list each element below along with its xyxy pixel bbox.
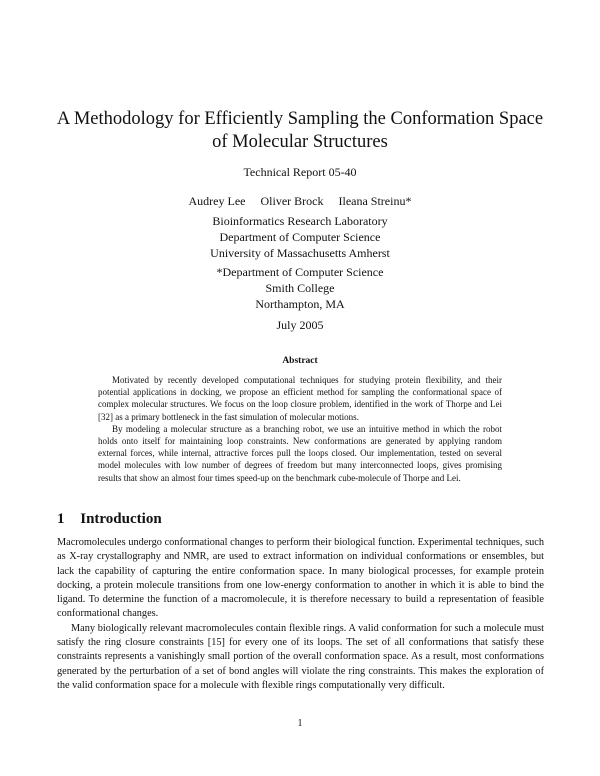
title-line-2: of Molecular Structures	[212, 132, 388, 152]
affiliation-line: Smith College	[265, 281, 335, 295]
abstract-paragraph: By modeling a molecular structure as a branching robot, we use an intuitive method in which the robot holds onto itself for maintaining loop constraints. New conformations are generated by applying random external forces, while internal, attractive forces pull the loops closed. Our implementation, tested on several model molecules with low number of degrees of freedom but many interconnected loops, gives promising results that show an almost four times speed-up on the benchmark cube-molecule of Thorpe and Lei.	[98, 423, 502, 483]
section-heading	[57, 511, 162, 528]
section-body	[57, 536, 544, 693]
abstract-body	[98, 374, 502, 484]
body-paragraph: Macromolecules undergo conformational changes to perform their biological function. Experimental techniques, such as X-ray crystallography and NMR, are used to extract information on individual conformations or ensembles, but lack the capability of capturing the entire conformation space. In many biological processes, for example protein docking, a protein molecule transitions from one low-energy conformation to another in which it is able to bind the ligand. To determine the function of a macromolecule, it is therefore necessary to build a representation of feasible conformational changes.	[57, 537, 544, 620]
author-list	[0, 193, 600, 209]
affiliation-line: Northampton, MA	[255, 297, 345, 311]
affiliation-2	[0, 264, 600, 312]
publication-date: July 2005	[276, 318, 324, 332]
report-number: Technical Report 05-40	[243, 165, 357, 179]
author: Oliver Brock	[260, 194, 324, 208]
body-paragraph: Many biologically relevant macromolecules contain flexible rings. A valid conformation for such a molecule must satisfy the ring closure constraints [15] for every one of its loops. The set of all conformations that satisfy these constraints represents a vanishingly small portion of the overall conformation space. As a result, most conformations generated by the perturbation of a set of bond angles will violate the ring constraints. This makes the exploration of the valid conformation space for a molecule with flexible rings computationally very difficult.	[57, 622, 544, 691]
author: Audrey Lee	[188, 194, 246, 208]
abstract-heading: Abstract	[282, 356, 318, 366]
author: Ileana Streinu*	[338, 194, 412, 208]
affiliation-line: University of Massachusetts Amherst	[210, 246, 390, 260]
title-line-1: A Methodology for Efficiently Sampling the Conformation Space	[56, 109, 544, 129]
affiliation-line: *Department of Computer Science	[216, 265, 384, 279]
abstract-paragraph: Motivated by recently developed computational techniques for studying protein flexibility, and their potential applications in docking, we propose an efficient method for sampling the conformational space of complex molecular structures. We focus on the loop closure problem, identified in the work of Thorpe and Lei [32] as a primary bottleneck in the fast simulation of molecular motions.	[98, 375, 502, 422]
affiliation-line: Bioinformatics Research Laboratory	[212, 214, 388, 228]
section-title: Introduction	[80, 511, 162, 527]
paper-title	[40, 108, 560, 154]
section-number: 1	[57, 511, 65, 527]
affiliation-1	[0, 213, 600, 261]
affiliation-line: Department of Computer Science	[219, 230, 381, 244]
page-number: 1	[297, 718, 303, 729]
